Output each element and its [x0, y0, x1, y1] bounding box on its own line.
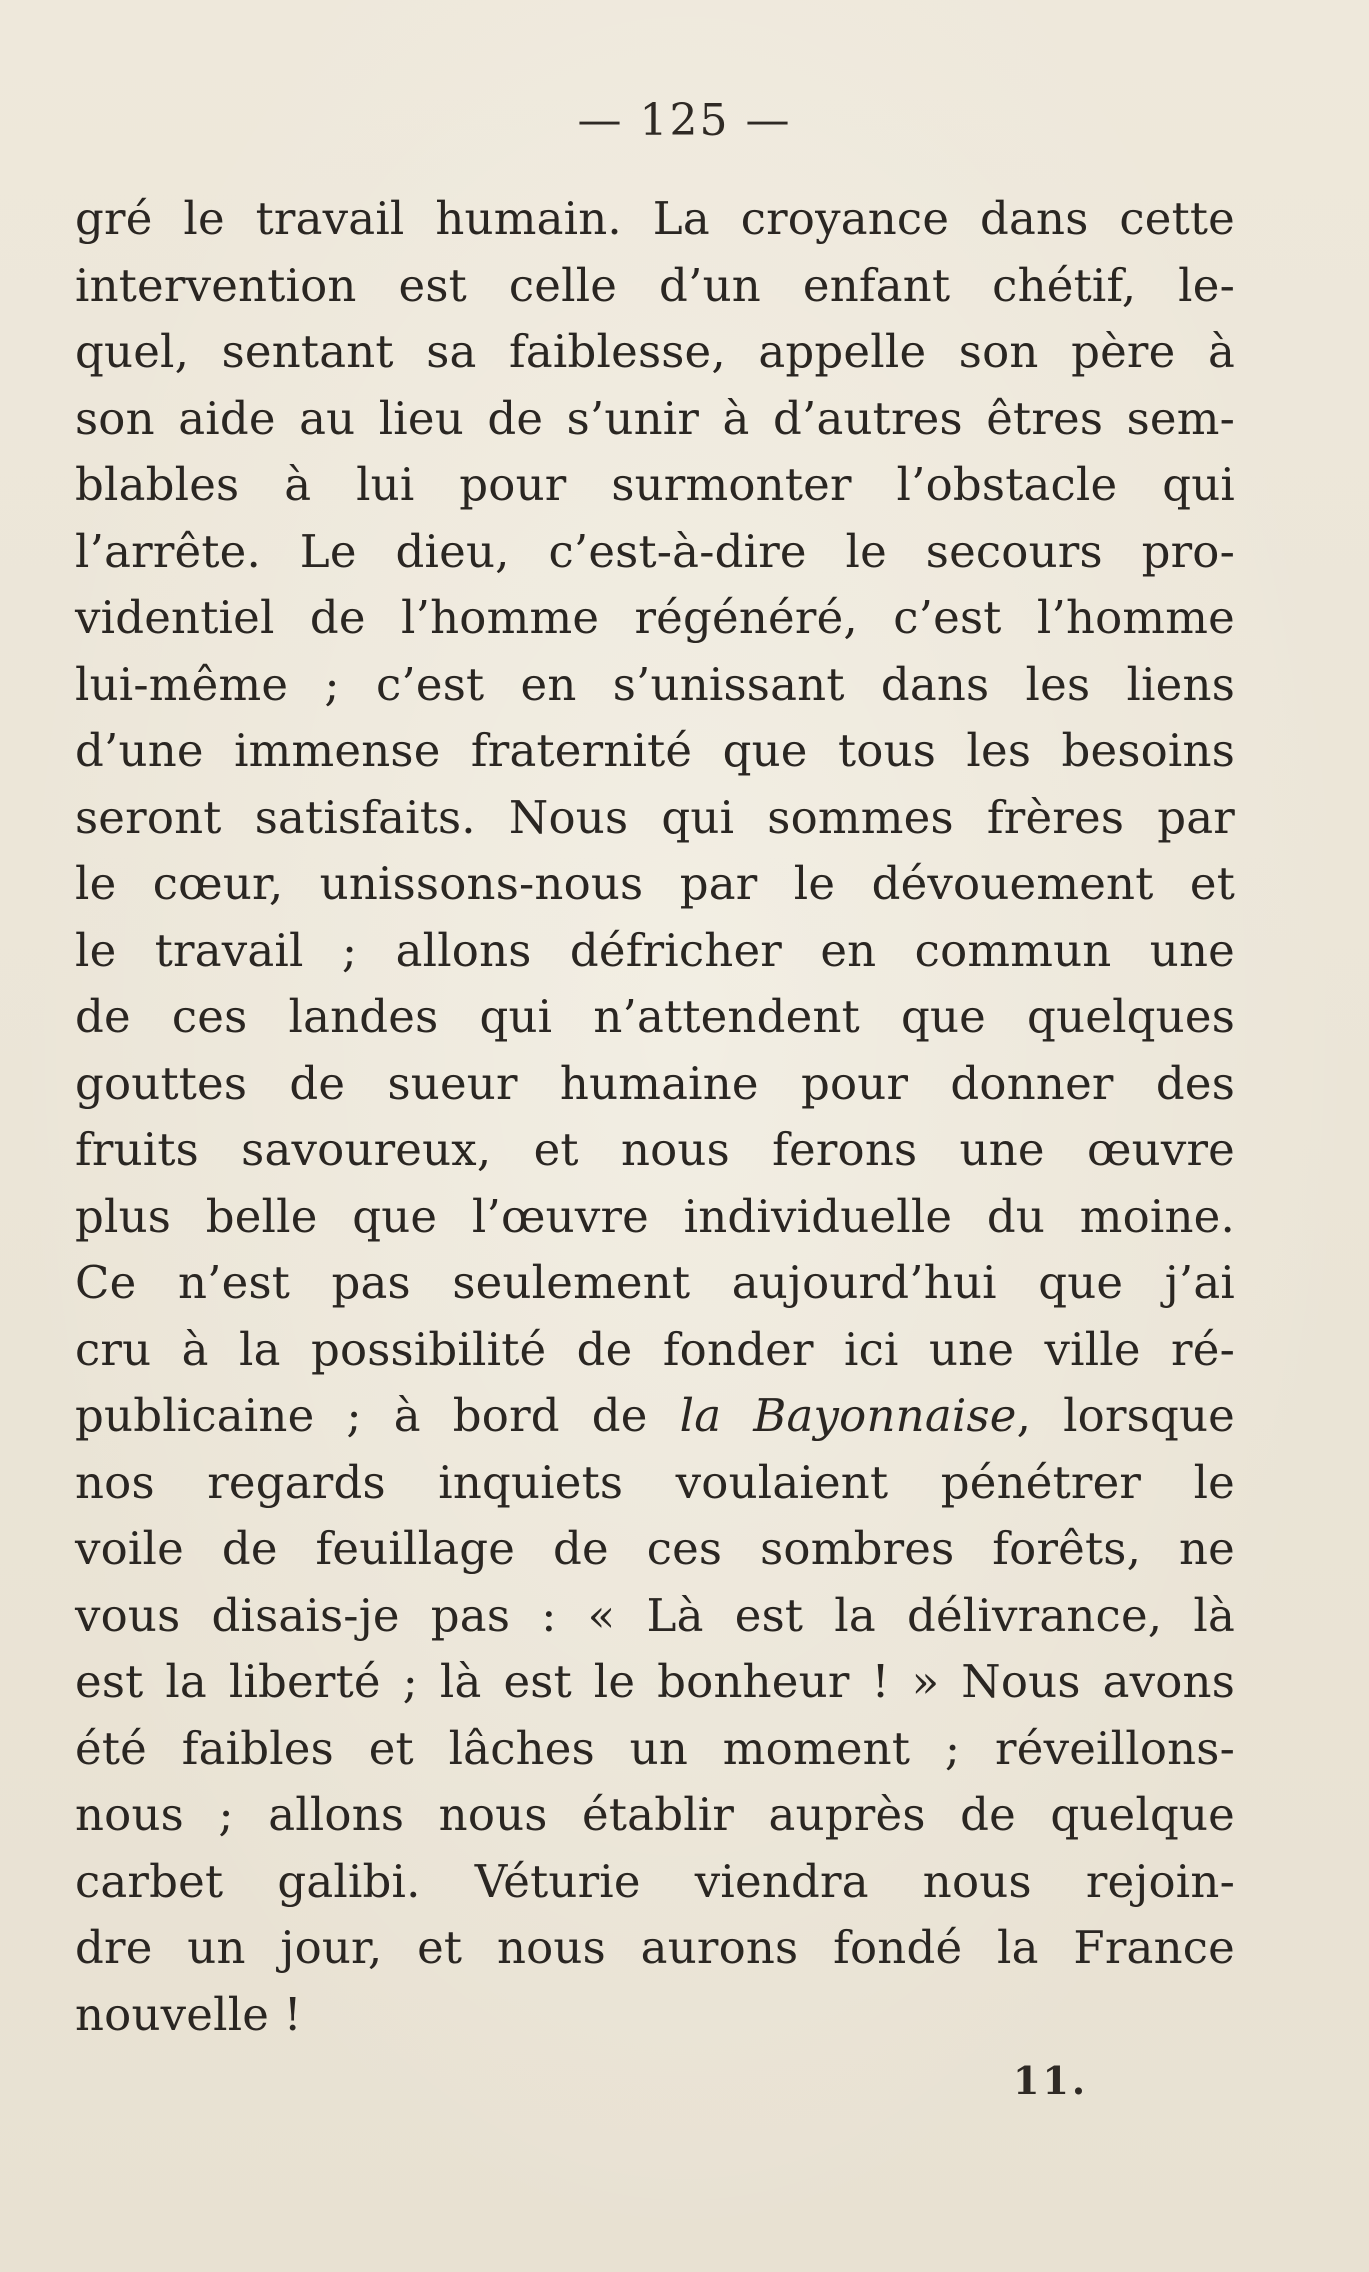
text-line: cru à la possibilité de fonder ici une ville ré-: [75, 1322, 1235, 1376]
text-line: carbet galibi. Véturie viendra nous rejoin-: [75, 1854, 1235, 1908]
text-line: le travail ; allons défricher en commun une: [75, 923, 1235, 977]
text-line: vous disais-je pas : « Là est la délivrance, là: [75, 1588, 1235, 1642]
text-line: de ces landes qui n’attendent que quelques: [75, 990, 1235, 1043]
text-line: l’arrête. Le dieu, c’est-à-dire le secours pro-: [75, 524, 1235, 578]
text-line: quel, sentant sa faiblesse, appelle son père à: [75, 325, 1235, 378]
text-line: seront satisfaits. Nous qui sommes frères par: [75, 790, 1235, 844]
text-line: été faibles et lâches un moment ; réveillons-: [75, 1721, 1235, 1775]
text-line: est la liberté ; là est le bonheur ! » Nous avons: [75, 1655, 1235, 1708]
line-segment: , lorsque: [1016, 1389, 1235, 1442]
text-line: plus belle que l’œuvre individuelle du moine.: [75, 1189, 1235, 1243]
signature-mark: 11.: [1013, 2058, 1089, 2103]
text-line: gré le travail humain. La croyance dans cette: [75, 192, 1235, 245]
text-line: gouttes de sueur humaine pour donner des: [75, 1056, 1235, 1110]
text-line: voile de feuillage de ces sombres forêts, ne: [75, 1522, 1235, 1575]
body-text: [75, 186, 1235, 2048]
text-line: intervention est celle d’un enfant chétif, le-: [75, 258, 1235, 312]
text-line: fruits savoureux, et nous ferons une œuvre: [75, 1123, 1235, 1176]
text-line: son aide au lieu de s’unir à d’autres êtres sem-: [75, 391, 1235, 445]
line-segment: publicaine ; à bord de: [75, 1389, 680, 1442]
text-line: nous ; allons nous établir auprès de quelque: [75, 1788, 1235, 1841]
text-line-final: nouvelle !: [75, 1987, 302, 2041]
text-line: d’une immense fraternité que tous les besoins: [75, 724, 1235, 777]
text-line: le cœur, unissons-nous par le dévouement et: [75, 857, 1235, 910]
text-line: blables à lui pour surmonter l’obstacle qui: [75, 458, 1235, 511]
page-number-header: — 125 —: [577, 95, 792, 146]
ship-name: la Bayonnaise: [679, 1389, 1017, 1442]
text-line: dre un jour, et nous aurons fondé la France: [75, 1921, 1235, 1974]
text-line: Ce n’est pas seulement aujourd’hui que j’ai: [75, 1256, 1235, 1309]
text-line-with-ship-name: [75, 1383, 1235, 1450]
text-line: nos regards inquiets voulaient pénétrer le: [75, 1455, 1235, 1509]
text-line: videntiel de l’homme régénéré, c’est l’homme: [75, 591, 1235, 644]
text-line: lui-même ; c’est en s’unissant dans les liens: [75, 657, 1235, 711]
